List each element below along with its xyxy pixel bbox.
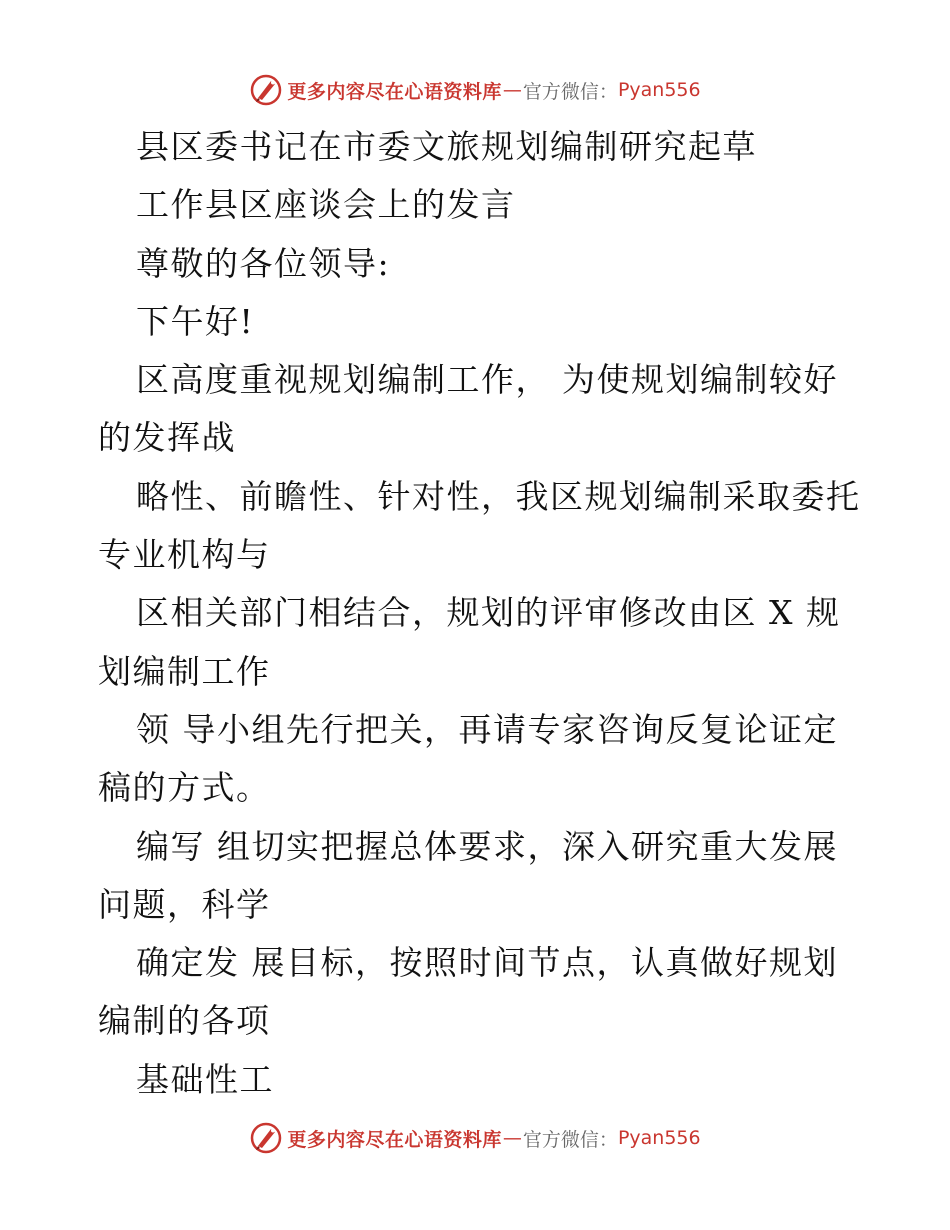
watermark-wechat-id: Pyan556 xyxy=(617,79,701,101)
document-line: 稿的方式。 xyxy=(98,768,271,808)
document-line: 略性、前瞻性、针对性，我区规划编制采取委托 xyxy=(136,476,861,516)
document-line: 下午好! xyxy=(136,301,255,341)
document-line: 问题，科学 xyxy=(98,884,271,924)
document-line: 专业机构与 xyxy=(98,535,271,575)
document-line: 的发挥战 xyxy=(98,418,236,458)
quill-pen-icon xyxy=(249,1121,283,1155)
watermark-wechat-label: 官方微信： xyxy=(522,80,618,103)
watermark-dash: — xyxy=(502,79,522,101)
document-body xyxy=(98,118,861,1109)
document-line: 编写 组切实把握总体要求，深入研究重大发展 xyxy=(136,826,838,866)
document-line: 领 导小组先行把关，再请专家咨询反复论证定 xyxy=(136,709,838,749)
document-line: 划编制工作 xyxy=(98,651,271,691)
document-line: 区相关部门相结合，规划的评审修改由区 X 规 xyxy=(136,593,841,633)
document-line: 编制的各项 xyxy=(98,1001,271,1041)
document-line: 区高度重视规划编制工作， 为使规划编制较好 xyxy=(136,360,838,400)
document-line: 县区委书记在市委文旅规划编制研究起草 xyxy=(136,127,757,166)
document-line: 基础性工 xyxy=(136,1059,274,1099)
watermark-dash: — xyxy=(502,1127,522,1149)
watermark-wechat-id: Pyan556 xyxy=(617,1127,701,1149)
watermark-wechat-label: 官方微信： xyxy=(522,1128,618,1151)
quill-pen-icon xyxy=(249,73,283,107)
footer-watermark-banner xyxy=(0,1118,950,1158)
watermark-main-text: 更多内容尽在心语资料库 xyxy=(287,80,502,103)
document-line: 工作县区座谈会上的发言 xyxy=(136,185,516,225)
document-line: 尊敬的各位领导: xyxy=(136,243,391,283)
watermark-main-text: 更多内容尽在心语资料库 xyxy=(287,1128,502,1151)
header-watermark-banner xyxy=(0,70,950,110)
document-line: 确定发 展目标，按照时间节点，认真做好规划 xyxy=(136,943,838,983)
